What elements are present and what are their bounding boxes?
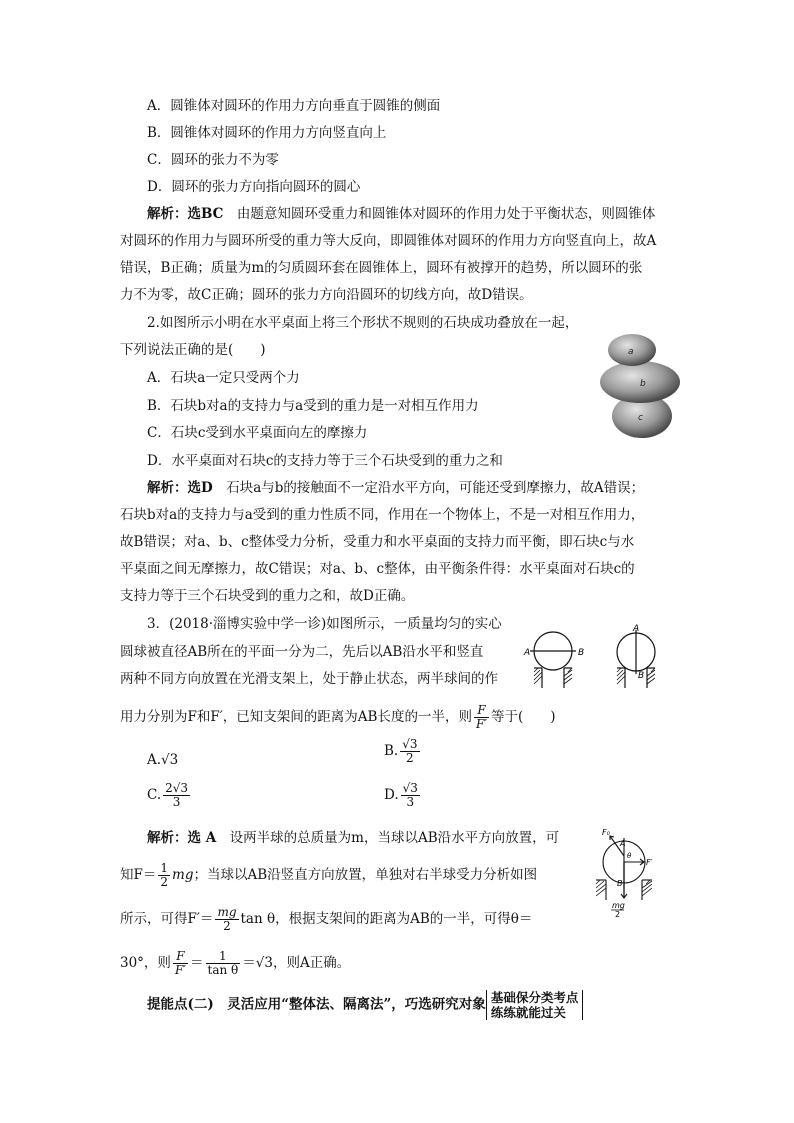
stone-label-b: b [640, 379, 646, 389]
label-a: A [620, 839, 626, 848]
q2-analysis-line-2: 石块b对a的支持力与a受到的重力性质不同，作用在一个物体上，不是一对相互作用力， [120, 507, 645, 523]
q2-option-d: D．水平桌面对石块c的支持力等于三个石块受到的重力之和 [147, 453, 503, 469]
ratio2-den: F′ [174, 963, 186, 977]
q1-analysis-text: 由题意知圆环受重力和圆锥体对圆环的作用力处于平衡状态，则圆锥体 [223, 206, 656, 222]
q3-analysis-label: 解析：选 A [147, 830, 217, 846]
q3-analysis-line-1 [147, 828, 559, 848]
q3-option-b-label: B. [384, 743, 399, 759]
q1-option-b: B．圆锥体对圆环的作用力方向竖直向上 [147, 125, 387, 141]
d-den: 3 [406, 795, 415, 809]
q1-analysis-line-1 [147, 204, 655, 224]
q3-analysis-line-4-end: ＝√3，则A正确。 [242, 955, 351, 971]
q3-stem-end: 等于( ) [491, 709, 556, 725]
q3-stem-line-2: 圆球被直径AB所在的平面一分为二，先后以AB沿水平和竖直 [120, 644, 484, 660]
q3-stem-line-4 [120, 704, 556, 731]
tan-den: tan θ [207, 963, 239, 977]
stacked-stones-figure [596, 330, 688, 440]
q3-stem-line-3: 两种不同方向放置在光滑支架上，处于静止状态，两半球间的作 [120, 671, 498, 687]
eq-sign: ＝ [190, 955, 204, 971]
q3-stem-text: 用力分别为F和F′，已知支架间的距离为AB长度的一半，则 [120, 709, 472, 725]
label-f-prime: F′ [646, 858, 653, 867]
q3-option-a [147, 750, 178, 770]
q3-analysis-text: 设两半球的总质量为m，当球以AB沿水平方向放置，可 [216, 830, 560, 846]
q1-analysis-line-4: 力不为零，故C正确；圆环的张力方向沿圆环的切线方向，故D错误。 [120, 287, 533, 303]
q2-analysis-label: 解析：选D [147, 480, 213, 496]
label-mg-2: 2 [615, 910, 621, 918]
q2-analysis-line-3: 故B错误；对a、b、c整体受力分析，受重力和水平桌面的支持力而平衡，即石块c与水 [120, 534, 635, 550]
mg-num: mg [217, 905, 237, 919]
label-f0: F₀ [602, 828, 610, 837]
q3-ratio-fraction [474, 704, 489, 731]
mg-text: mg [172, 867, 194, 883]
q1-option-c: C．圆环的张力不为零 [147, 152, 279, 168]
q2-stem-line-2: 下列说法正确的是( ) [120, 342, 266, 358]
q2-option-c: C．石块c受到水平桌面向左的摩擦力 [147, 425, 368, 441]
q3-analysis-line-4 [120, 950, 350, 977]
setup1-label-a: A [524, 648, 531, 658]
q1-analysis-label: 解析：选BC [147, 206, 224, 222]
q3-analysis-line-2 [120, 862, 537, 889]
label-theta: θ [627, 852, 632, 860]
bracket-line-2: 练练就能过关 [490, 1005, 566, 1020]
q2-analysis-text: 石块a与b的接触面不一定沿水平方向，可能还受到摩擦力，故A错误； [212, 480, 645, 496]
q3-option-b-fraction [400, 738, 419, 765]
q1-analysis-line-3: 错误，B正确；质量为m的匀质圆环套在圆锥体上，圆环有被撑开的趋势，所以圆环的张 [120, 260, 643, 276]
d-num: √3 [402, 781, 418, 795]
q2-analysis-line-5: 支持力等于三个石块受到的重力之和，故D正确。 [120, 588, 415, 604]
know-f-eq: 知F＝ [120, 867, 157, 883]
mg-half-fraction [215, 906, 238, 933]
q3-option-c-fraction [163, 782, 190, 809]
q3-analysis-line-4-text: 30°，则 [120, 955, 171, 971]
section-heading [147, 990, 583, 1020]
q3-option-d-fraction [401, 782, 420, 809]
q3-option-b [384, 738, 422, 765]
label-mg: mg [612, 901, 625, 910]
q1-option-d: D．圆环的张力方向指向圆环的圆心 [147, 179, 361, 195]
setup1-label-b: B [578, 648, 585, 658]
q3-option-d [384, 782, 422, 809]
q3-analysis-line-3-text: 所示，可得F′＝ [120, 911, 214, 927]
q3-option-c [147, 782, 192, 809]
q3-stem-line-1: 3．(2018·淄博实验中学一诊)如图所示，一质量均匀的实心 [147, 616, 502, 632]
half-num: 1 [160, 861, 169, 875]
one-num: 1 [206, 950, 241, 964]
section-heading-bracket [486, 990, 584, 1020]
ratio-den: F′ [475, 717, 488, 731]
one-over-tan-fraction [206, 950, 241, 977]
mg-den: 2 [223, 919, 231, 933]
stone-label-c: c [638, 413, 643, 423]
q2-analysis-line-1 [147, 478, 644, 498]
q3-option-a-text: A.√3 [147, 752, 179, 768]
hemisphere-setups-figure [516, 624, 684, 694]
q3-analysis-line-3 [120, 906, 532, 933]
ratio2-fraction [173, 950, 188, 977]
b-den: 2 [406, 751, 414, 765]
c-num: 2√3 [165, 781, 189, 795]
q2-stem-line-1: 2.如图所示小明在水平桌面上将三个形状不规则的石块成功叠放在一起， [147, 315, 579, 331]
q1-option-a: A．圆锥体对圆环的作用力方向垂直于圆锥的侧面 [147, 98, 441, 114]
q2-analysis-line-4: 平桌面之间无摩擦力，故C错误；对a、b、c整体，由平衡条件得：水平桌面对石块c的 [120, 561, 635, 577]
q3-option-c-label: C. [147, 787, 162, 803]
vertical-setup [617, 630, 655, 688]
label-b: B [617, 879, 623, 888]
half-den: 2 [160, 875, 169, 889]
q2-option-b: B．石块b对a的支持力与a受到的重力是一对相互作用力 [147, 398, 479, 414]
q2-option-a: A．石块a一定只受两个力 [147, 370, 300, 386]
ratio2-num: F [173, 950, 188, 964]
section-heading-text: 提能点(二) 灵活应用“整体法、隔离法”，巧选研究对象 [147, 996, 486, 1013]
half-fraction [158, 862, 170, 889]
stone-label-a: a [628, 347, 634, 357]
q3-analysis-line-3-end: tan θ，根据支架间的距离为AB的一半，可得θ＝ [240, 911, 533, 927]
b-num: √3 [402, 737, 418, 751]
c-den: 3 [172, 795, 181, 809]
q3-analysis-line-2-text: ；当球以AB沿竖直方向放置，单独对右半球受力分析如图 [193, 867, 538, 883]
setup2-label-b: B [638, 671, 645, 681]
force-diagram [584, 826, 670, 918]
bracket-line-1: 基础保分类考点 [490, 990, 579, 1005]
ratio-num: F [474, 704, 489, 718]
horizontal-setup [530, 632, 576, 688]
setup2-label-a: A [633, 624, 640, 634]
q1-analysis-line-2: 对圆环的作用力与圆环所受的重力等大反向，即圆锥体对圆环的作用力方向竖直向上，故A [120, 233, 657, 249]
q3-option-d-label: D. [384, 787, 399, 803]
